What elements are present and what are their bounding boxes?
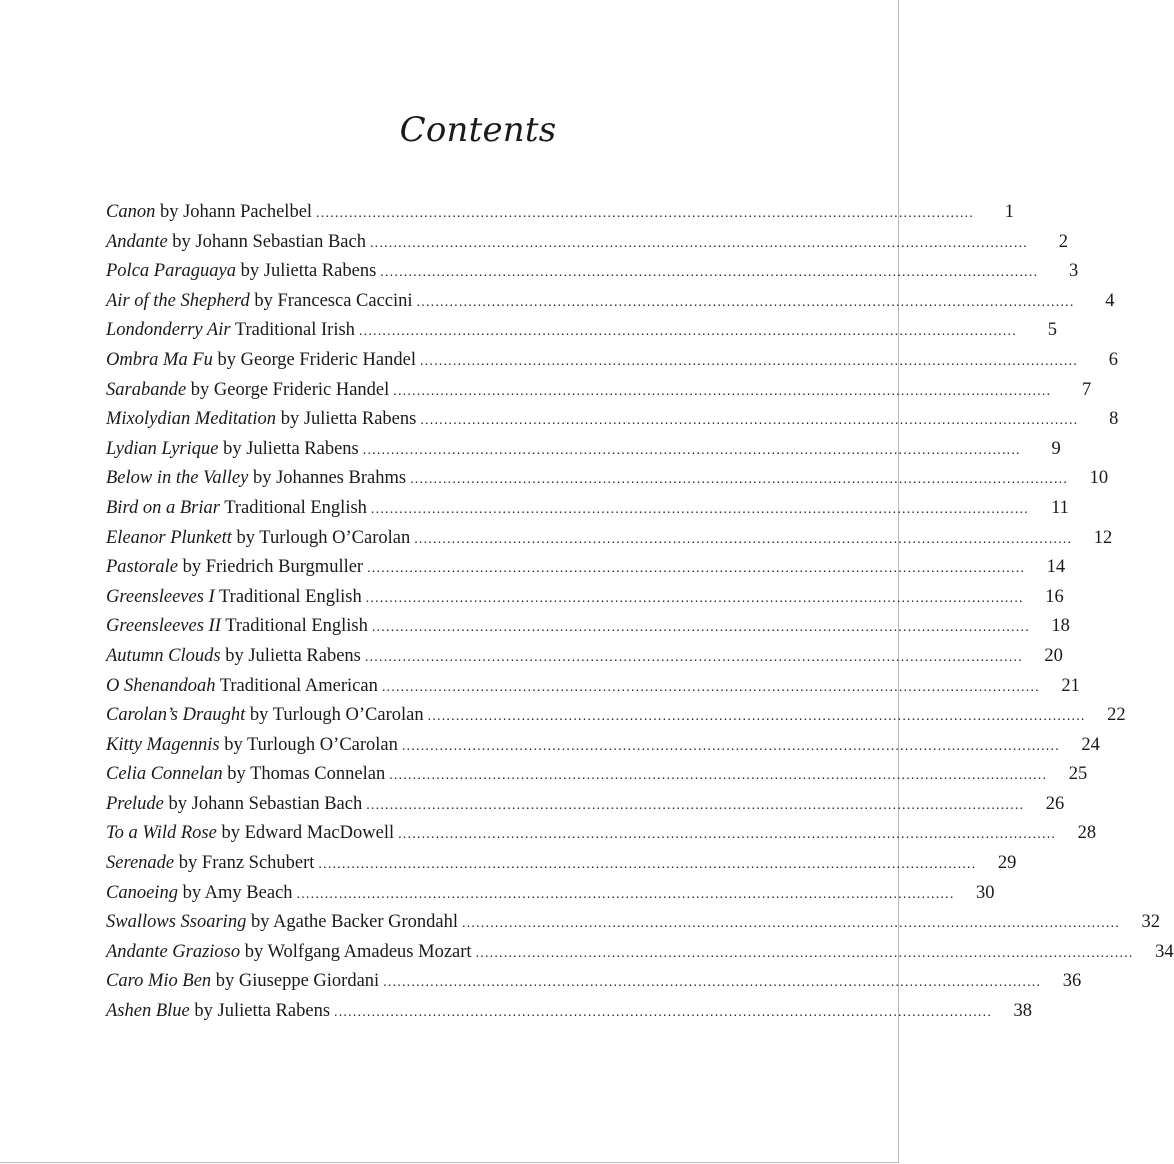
toc-leader-dots: [462, 908, 1120, 939]
toc-entry-page-number: 32: [1141, 912, 1160, 933]
toc-entry-work-title: Below in the Valley: [106, 468, 249, 489]
toc-entry-name: [106, 938, 472, 968]
toc-entry-name: [106, 908, 458, 938]
toc-entry-page-number: 24: [1081, 734, 1100, 755]
toc-entry-credit: by George Frideric Handel: [190, 379, 390, 400]
toc-entry-credit: by Francesca Caccini: [254, 290, 413, 311]
toc-entry-page-number: 29: [997, 853, 1017, 874]
toc-entry: [106, 494, 1069, 524]
toc-leader-dots: [382, 672, 1040, 703]
toc-entry-credit: by Thomas Connelan: [227, 764, 386, 785]
toc-entry: [106, 524, 1113, 554]
toc-entry-credit: by Johann Sebastian Bach: [172, 231, 366, 252]
toc-entry-page-number: 36: [1062, 971, 1082, 992]
toc-entry-work-title: Bird on a Briar: [106, 497, 220, 518]
toc-entry-page-number: 30: [976, 882, 995, 903]
toc-leader-dots: [393, 376, 1051, 407]
toc-entry-work-title: Andante: [106, 231, 168, 252]
toc-entry-work-title: Pastorale: [106, 557, 178, 578]
toc-entry: [106, 612, 1070, 642]
toc-entry-work-title: Air of the Shepherd: [106, 290, 250, 311]
toc-entry-work-title: Serenade: [106, 853, 175, 874]
toc-entry-credit: Traditional English: [225, 616, 368, 637]
toc-leader-dots: [363, 435, 1021, 466]
toc-entry-credit: by Julietta Rabens: [225, 645, 361, 666]
toc-leader-dots: [402, 731, 1060, 762]
toc-entry-credit: by Turlough O’Carolan: [236, 527, 411, 548]
toc-entry-credit: by Johannes Brahms: [252, 468, 407, 489]
toc-leader-dots: [367, 553, 1025, 584]
toc-entry: [106, 938, 1174, 968]
toc-entry-work-title: Londonderry Air: [106, 320, 231, 341]
toc-entry-page-number: 26: [1045, 793, 1065, 814]
toc-entry: [106, 879, 995, 909]
toc-entry: [106, 819, 1097, 849]
toc-entry-page-number: 8: [1109, 409, 1119, 430]
toc-entry: [106, 316, 1057, 346]
toc-entry-name: [106, 316, 355, 346]
toc-leader-dots: [316, 198, 974, 229]
toc-entry-name: [106, 849, 314, 879]
toc-entry: [106, 642, 1063, 672]
toc-leader-dots: [372, 612, 1030, 643]
toc-entry-name: [106, 524, 410, 554]
toc-entry: [106, 198, 1015, 228]
toc-entry-name: [106, 346, 416, 376]
toc-entry-credit: by Amy Beach: [182, 882, 293, 903]
toc-entry-credit: by Agathe Backer Grondahl: [250, 912, 458, 933]
toc-entry-page-number: 2: [1058, 231, 1068, 252]
toc-entry: [106, 464, 1109, 494]
toc-entry-page-number: 34: [1155, 941, 1174, 962]
toc-leader-dots: [428, 701, 1086, 732]
toc-entry-credit: by Julietta Rabens: [280, 409, 417, 430]
toc-entry: [106, 967, 1082, 997]
toc-entry-work-title: Mixolydian Meditation: [106, 409, 277, 430]
toc-entry-work-title: Carolan’s Draught: [106, 705, 246, 726]
toc-leader-dots: [366, 790, 1024, 821]
toc-entry-work-title: Kitty Magennis: [106, 734, 220, 755]
toc-entry-credit: Traditional Irish: [234, 320, 355, 341]
toc-entry-name: [106, 997, 330, 1027]
toc-entry-name: [106, 731, 398, 761]
toc-entry-work-title: Canon: [106, 202, 156, 222]
toc-entry-name: [106, 701, 424, 731]
toc-entry-page-number: 20: [1044, 645, 1063, 666]
toc-entry-work-title: Greensleeves I: [106, 586, 215, 607]
toc-leader-dots: [334, 997, 992, 1028]
toc-entry-work-title: Sarabande: [106, 379, 187, 400]
toc-leader-dots: [366, 583, 1024, 614]
toc-entry-credit: by Julietta Rabens: [240, 261, 377, 282]
toc-entry-credit: by Johann Pachelbel: [159, 202, 313, 222]
toc-entry-page-number: 7: [1082, 379, 1092, 400]
toc-entry-credit: by Turlough O’Carolan: [249, 705, 424, 726]
toc-entry-name: [106, 760, 385, 790]
toc-entry-work-title: Caro Mio Ben: [106, 971, 212, 992]
toc-leader-dots: [420, 346, 1078, 377]
toc-entry-page-number: 16: [1045, 586, 1064, 607]
toc-entry-credit: by Julietta Rabens: [194, 1001, 331, 1022]
toc-leader-dots: [398, 819, 1056, 850]
toc-leader-dots: [417, 287, 1075, 318]
toc-entry-work-title: Celia Connelan: [106, 764, 223, 785]
toc-entry-work-title: Ashen Blue: [106, 1001, 190, 1022]
toc-entry-name: [106, 553, 363, 583]
toc-entry-name: [106, 879, 293, 909]
toc-entry-name: [106, 642, 361, 672]
toc-entry: [106, 228, 1068, 258]
toc-entry-work-title: Swallows Ssoaring: [106, 912, 247, 933]
toc-entry-page-number: 6: [1108, 349, 1118, 370]
toc-entry-name: [106, 612, 368, 642]
toc-entry: [106, 287, 1115, 317]
toc-entry: [106, 405, 1119, 435]
toc-entry: [106, 760, 1088, 790]
toc-leader-dots: [318, 849, 976, 880]
toc-entry-name: [106, 198, 312, 228]
toc-entry: [106, 908, 1160, 938]
toc-entry-credit: by Edward MacDowell: [221, 823, 395, 844]
toc-entry-page-number: 38: [1013, 1001, 1033, 1022]
toc-entry: [106, 701, 1126, 731]
toc-leader-dots: [380, 257, 1038, 288]
toc-entry-page-number: 1: [1004, 202, 1015, 222]
toc-leader-dots: [420, 405, 1078, 436]
page-title: Contents: [399, 110, 557, 150]
toc-entry: [106, 257, 1079, 287]
toc-entry-page-number: 10: [1089, 468, 1109, 489]
toc-entry-name: [106, 287, 413, 317]
toc-entry-work-title: To a Wild Rose: [106, 823, 217, 844]
toc-leader-dots: [410, 464, 1068, 495]
toc-entry-page-number: 18: [1051, 616, 1070, 637]
toc-entry-page-number: 9: [1051, 438, 1061, 459]
toc-entry-page-number: 5: [1047, 320, 1057, 341]
toc-entry: [106, 731, 1100, 761]
toc-entry-credit: by Giuseppe Giordani: [215, 971, 380, 992]
toc-entry-credit: by Julietta Rabens: [223, 438, 359, 459]
toc-entry: [106, 849, 1017, 879]
toc-leader-dots: [370, 228, 1028, 259]
toc-entry: [106, 790, 1065, 820]
toc-leader-dots: [359, 316, 1017, 347]
toc-entry: [106, 376, 1092, 406]
toc-entry-credit: by Franz Schubert: [178, 853, 315, 874]
toc-entry-name: [106, 257, 376, 287]
toc-entry-name: [106, 376, 389, 406]
toc-entry-name: [106, 435, 359, 465]
toc-entry-name: [106, 790, 362, 820]
toc-entry-work-title: Lydian Lyrique: [106, 438, 219, 459]
toc-entry-credit: by Friedrich Burgmuller: [182, 557, 364, 578]
toc-entry-name: [106, 464, 406, 494]
toc-entry-page-number: 4: [1105, 290, 1115, 311]
toc-entry-name: [106, 967, 379, 997]
toc-entry: [106, 583, 1064, 613]
toc-entry-name: [106, 228, 366, 258]
toc-entry-name: [106, 494, 367, 524]
toc-entry-page-number: 25: [1068, 764, 1088, 785]
toc-entry-page-number: 28: [1077, 823, 1097, 844]
toc-entry-work-title: Prelude: [106, 793, 164, 814]
toc-leader-dots: [414, 524, 1072, 555]
toc-entry-page-number: 11: [1051, 497, 1069, 518]
toc-entry-name: [106, 405, 416, 435]
toc-entry-credit: by Turlough O’Carolan: [224, 734, 398, 755]
toc-entry-page-number: 3: [1069, 261, 1079, 282]
toc-entry-name: [106, 819, 394, 849]
toc-entry-credit: by Johann Sebastian Bach: [168, 793, 363, 814]
toc-entry-credit: Traditional American: [219, 675, 378, 696]
toc-entry-work-title: Greensleeves II: [106, 616, 221, 637]
toc-entry-credit: Traditional English: [219, 586, 362, 607]
toc-entry-page-number: 14: [1046, 557, 1066, 578]
toc-leader-dots: [297, 879, 955, 910]
table-of-contents: [106, 198, 1174, 1027]
toc-entry-work-title: Andante Grazioso: [106, 941, 241, 962]
toc-entry: [106, 997, 1033, 1027]
toc-leader-dots: [371, 494, 1029, 525]
toc-leader-dots: [365, 642, 1023, 673]
toc-entry: [106, 672, 1080, 702]
toc-entry-work-title: Eleanor Plunkett: [106, 527, 232, 548]
toc-entry-work-title: Autumn Clouds: [106, 645, 221, 666]
toc-entry-credit: by George Frideric Handel: [217, 349, 416, 370]
toc-leader-dots: [383, 967, 1041, 998]
toc-entry-work-title: O Shenandoah: [106, 675, 216, 696]
toc-entry-page-number: 21: [1061, 675, 1080, 696]
toc-entry: [106, 435, 1061, 465]
toc-leader-dots: [476, 938, 1134, 969]
toc-entry-name: [106, 672, 378, 702]
toc-entry-work-title: Canoeing: [106, 882, 178, 903]
toc-leader-dots: [389, 760, 1047, 791]
toc-entry-work-title: Ombra Ma Fu: [106, 349, 213, 370]
toc-entry-page-number: 22: [1107, 705, 1126, 726]
toc-entry-credit: by Wolfgang Amadeus Mozart: [244, 941, 472, 962]
toc-entry-work-title: Polca Paraguaya: [106, 261, 236, 282]
toc-entry-credit: Traditional English: [224, 497, 367, 518]
toc-entry-page-number: 12: [1093, 527, 1113, 548]
toc-entry-name: [106, 583, 362, 613]
toc-entry: [106, 553, 1066, 583]
toc-entry: [106, 346, 1118, 376]
